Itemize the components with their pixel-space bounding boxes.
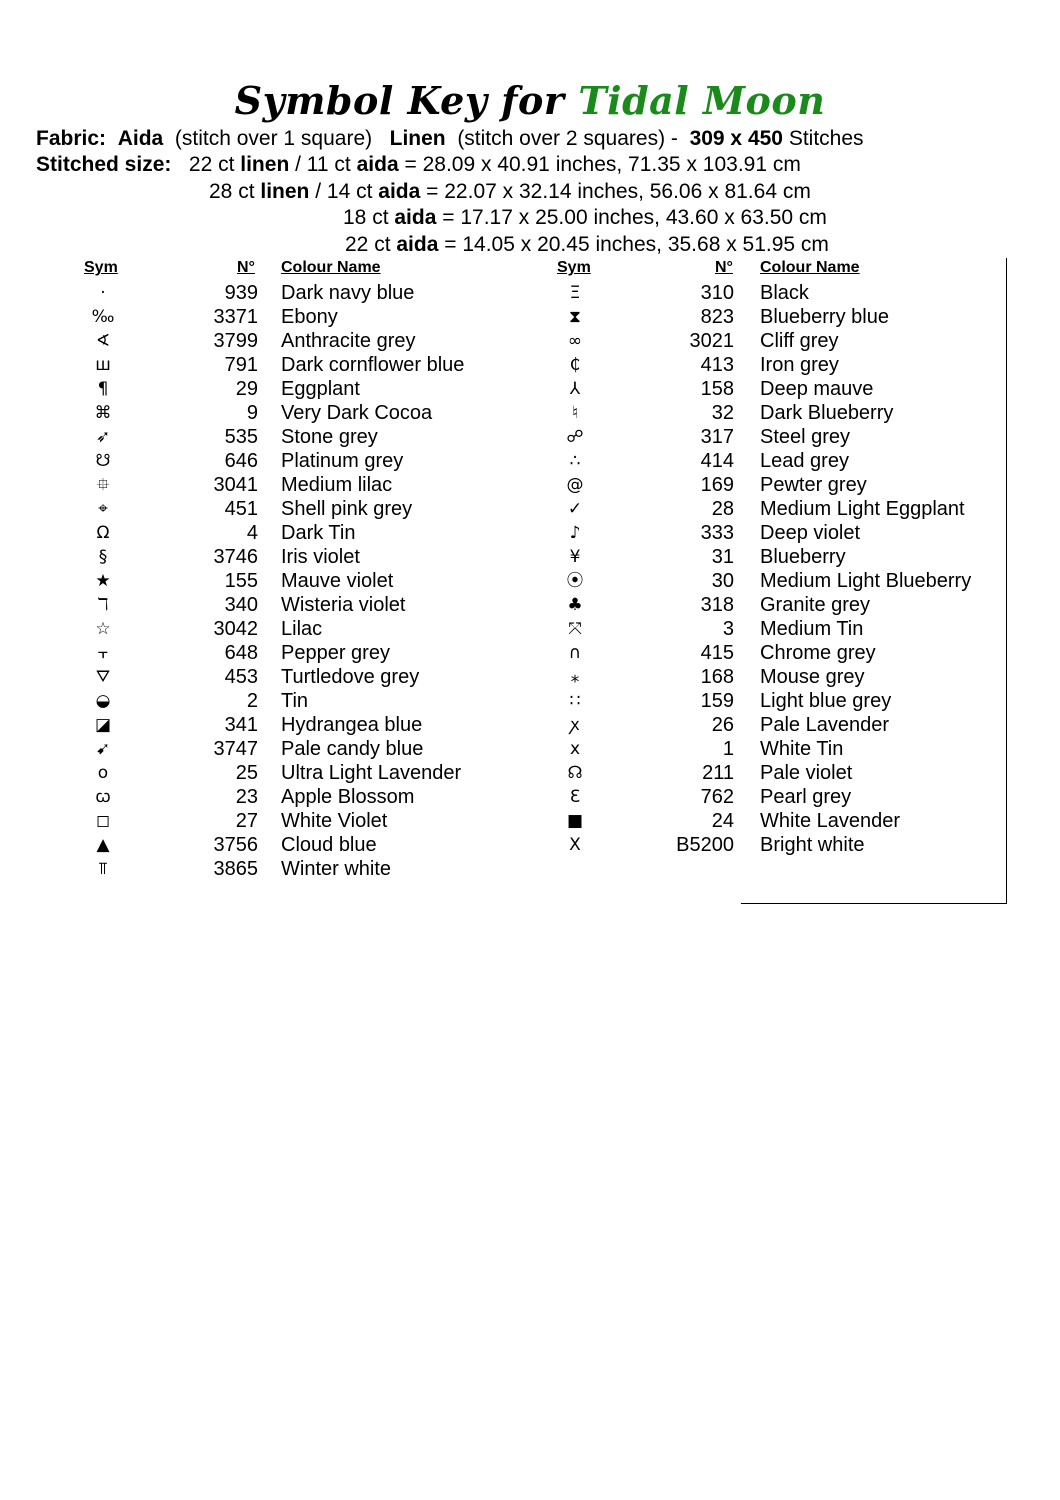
colour-name: Chrome grey [760, 642, 876, 664]
colour-name: Stone grey [281, 426, 378, 448]
floss-number: 25 [235, 762, 258, 784]
symbol-icon: ⅄ [569, 379, 581, 399]
size-count: 18 ct [343, 206, 389, 229]
colour-name: Wisteria violet [281, 594, 406, 616]
fabric-aida-note: (stitch over 1 square) [174, 127, 373, 150]
floss-number: 317 [700, 426, 734, 448]
table-row [0, 329, 1060, 353]
colour-name: Pepper grey [281, 642, 390, 664]
symbol-icon: ш [95, 355, 111, 375]
symbol-icon: · [100, 283, 106, 303]
colour-name: Medium Light Eggplant [760, 498, 965, 520]
colour-name: Deep mauve [760, 378, 874, 400]
table-row [0, 737, 1060, 761]
colour-name: Granite grey [760, 594, 871, 616]
colour-name: Dark cornflower blue [281, 354, 465, 376]
symbol-icon: ♣ [567, 595, 583, 615]
stitched-size-label: Stitched size: [36, 153, 172, 176]
table-row [0, 425, 1060, 449]
symbol-icon: ⤧ [568, 619, 582, 639]
symbol-icon: ➹ [95, 739, 111, 759]
floss-number: 9 [246, 402, 258, 424]
floss-number: 340 [224, 594, 258, 616]
symbol-icon: ⫟ [97, 643, 109, 663]
symbol-icon: ⯐ [96, 475, 110, 495]
colour-name: Anthracite grey [281, 330, 416, 352]
floss-number: 30 [711, 570, 734, 592]
colour-name: Steel grey [760, 426, 851, 448]
fabric-aida: Aida [117, 127, 164, 150]
colour-name: Mouse grey [760, 666, 865, 688]
symbol-icon: ∷ [569, 691, 581, 711]
floss-number: 211 [702, 762, 734, 784]
floss-number: 310 [700, 282, 734, 304]
size-dimensions: = 22.07 x 32.14 inches, 56.06 x 81.64 cm [426, 180, 811, 203]
symbol-icon: ₵ [569, 355, 581, 375]
table-row [0, 521, 1060, 545]
symbol-icon: ⁎ [570, 667, 580, 687]
floss-number: 3041 [213, 474, 258, 496]
colour-name: Medium lilac [281, 474, 393, 496]
colour-name: Hydrangea blue [281, 714, 423, 736]
symbol-icon: @ [566, 475, 584, 495]
floss-number: 791 [224, 354, 258, 376]
floss-number: 648 [224, 642, 258, 664]
header-num-right: N° [715, 259, 733, 276]
colour-name: Medium Tin [760, 618, 864, 640]
floss-number: 3746 [213, 546, 258, 568]
floss-number: 451 [224, 498, 258, 520]
floss-number: 28 [711, 498, 734, 520]
colour-name: Dark navy blue [281, 282, 415, 304]
size-fabric: aida [396, 233, 439, 256]
symbol-icon: ■ [566, 811, 584, 831]
colour-name: Blueberry blue [760, 306, 889, 328]
stitch-count: 309 x 450 [689, 127, 783, 150]
floss-number: 3747 [213, 738, 258, 760]
floss-number: 939 [224, 282, 258, 304]
stitches-word: Stitches [788, 127, 864, 150]
floss-number: 169 [700, 474, 734, 496]
pattern-name: Tidal Moon [578, 78, 826, 123]
size-count: / 14 ct [315, 180, 373, 203]
floss-number: 3042 [213, 618, 258, 640]
floss-number: 3 [722, 618, 734, 640]
size-fabric: linen [260, 180, 310, 203]
symbol-icon: ‰ [91, 307, 115, 327]
fabric-linen-note: (stitch over 2 squares) - [457, 127, 678, 150]
table-row [0, 665, 1060, 689]
symbol-icon: ★ [95, 571, 111, 591]
colour-name: Tin [281, 690, 309, 712]
size-count: 28 ct [209, 180, 255, 203]
colour-name: Shell pink grey [281, 498, 413, 520]
symbol-icon: ◻ [95, 811, 111, 831]
colour-name: Iron grey [760, 354, 839, 376]
floss-number: 3865 [213, 858, 258, 880]
header-sym-left: Sym [84, 259, 118, 276]
table-row [0, 809, 1060, 833]
colour-name: Medium Light Blueberry [760, 570, 972, 592]
size-fabric: linen [240, 153, 290, 176]
symbol-icon: ꭗ [570, 715, 580, 735]
symbol-icon: ◪ [94, 715, 112, 735]
table-row [0, 641, 1060, 665]
floss-number: 414 [700, 450, 734, 472]
colour-name: Pewter grey [760, 474, 867, 496]
colour-name: Pearl grey [760, 786, 852, 808]
table-row [0, 761, 1060, 785]
size-fabric: aida [356, 153, 399, 176]
floss-number: 453 [224, 666, 258, 688]
table-row [0, 281, 1060, 305]
symbol-icon: ⌖ [98, 499, 108, 519]
floss-number: 2 [246, 690, 258, 712]
floss-number: 341 [224, 714, 258, 736]
floss-number: 413 [700, 354, 734, 376]
symbol-icon: ∴ [569, 451, 581, 471]
floss-number: B5200 [676, 834, 734, 856]
table-row [0, 593, 1060, 617]
colour-name: Dark Blueberry [760, 402, 894, 424]
symbol-icon: ➶ [95, 427, 111, 447]
floss-number: 333 [700, 522, 734, 544]
colour-name: Lilac [281, 618, 323, 640]
colour-name: Apple Blossom [281, 786, 415, 808]
table-row [0, 569, 1060, 593]
fabric-label: Fabric: [36, 127, 107, 150]
size-dimensions: = 14.05 x 20.45 inches, 35.68 x 51.95 cm [444, 233, 829, 256]
colour-name: Winter white [281, 858, 392, 880]
symbol-icon: ¶ [97, 379, 109, 399]
title-prefix: Symbol Key for [234, 78, 565, 123]
symbol-icon: o [97, 763, 109, 783]
floss-number: 1 [722, 738, 734, 760]
header-sym-right: Sym [557, 259, 591, 276]
table-row [0, 497, 1060, 521]
size-fabric: aida [394, 206, 437, 229]
floss-number: 159 [700, 690, 734, 712]
table-row [0, 353, 1060, 377]
colour-name: Pale candy blue [281, 738, 424, 760]
floss-number: 32 [711, 402, 734, 424]
symbol-icon: x [569, 739, 581, 759]
symbol-icon: ☋ [95, 451, 111, 471]
colour-name: Turtledove grey [281, 666, 420, 688]
colour-name: Pale Lavender [760, 714, 889, 736]
symbol-icon: ∢ [95, 331, 111, 351]
symbol-icon: ∞ [567, 331, 583, 351]
colour-name: Eggplant [281, 378, 360, 400]
floss-number: 535 [224, 426, 258, 448]
floss-number: 762 [700, 786, 734, 808]
size-dimensions: = 17.17 x 25.00 inches, 43.60 x 63.50 cm [442, 206, 827, 229]
colour-name: Deep violet [760, 522, 861, 544]
table-row [0, 857, 1060, 881]
size-fabric: aida [378, 180, 421, 203]
stitched-size-line-2 [209, 180, 811, 204]
symbol-icon: ✓ [567, 499, 583, 519]
symbol-icon: Ω [96, 523, 110, 543]
colour-name: White Lavender [760, 810, 901, 832]
symbol-icon: ☊ [567, 763, 583, 783]
symbol-icon: ∩ [568, 643, 582, 663]
size-count: 22 ct [188, 153, 235, 176]
table-row [0, 785, 1060, 809]
symbol-icon: ☆ [95, 619, 111, 639]
symbol-icon: ⌘ [94, 403, 112, 423]
table-row [0, 617, 1060, 641]
symbol-icon: ♪ [569, 523, 581, 543]
symbol-icon: Ξ [569, 283, 581, 303]
floss-number: 31 [711, 546, 734, 568]
symbol-icon: ▲ [96, 835, 110, 855]
floss-number: 415 [700, 642, 734, 664]
table-row [0, 401, 1060, 425]
floss-number: 155 [224, 570, 258, 592]
symbol-icon: ¥ [569, 547, 581, 567]
stitched-size-line-3 [343, 206, 827, 230]
colour-name: Ebony [281, 306, 338, 328]
colour-name: White Violet [281, 810, 388, 832]
colour-name: Blueberry [760, 546, 846, 568]
colour-name: Lead grey [760, 450, 849, 472]
symbol-icon: ♮ [571, 403, 579, 423]
table-row [0, 473, 1060, 497]
floss-number: 158 [700, 378, 734, 400]
symbol-icon: ⫪ [98, 859, 108, 879]
colour-name: Mauve violet [281, 570, 394, 592]
fabric-line [36, 127, 864, 151]
colour-name: White Tin [760, 738, 844, 760]
header-num-left: N° [237, 259, 255, 276]
floss-number: 3756 [213, 834, 258, 856]
symbol-icon: ⛛ [95, 667, 111, 687]
table-row [0, 833, 1060, 857]
floss-number: 823 [700, 306, 734, 328]
colour-name: Bright white [760, 834, 865, 856]
symbol-icon: ⧗ [569, 307, 581, 327]
floss-number: 318 [700, 594, 734, 616]
colour-name: Platinum grey [281, 450, 404, 472]
floss-number: 3799 [213, 330, 258, 352]
size-count: / 11 ct [295, 153, 351, 176]
floss-number: 3371 [213, 306, 258, 328]
floss-number: 26 [711, 714, 734, 736]
floss-number: 23 [235, 786, 258, 808]
stitched-size-line-4 [345, 233, 829, 257]
table-row [0, 377, 1060, 401]
table-row [0, 305, 1060, 329]
floss-number: 646 [224, 450, 258, 472]
floss-number: 29 [235, 378, 258, 400]
size-dimensions: = 28.09 x 40.91 inches, 71.35 x 103.91 cm [404, 153, 801, 176]
symbol-icon: ◒ [95, 691, 111, 711]
colour-name: Cliff grey [760, 330, 839, 352]
symbol-icon: ꞷ [95, 787, 111, 807]
page-title [0, 78, 1060, 123]
table-row [0, 713, 1060, 737]
colour-name: Black [760, 282, 809, 304]
floss-number: 168 [700, 666, 734, 688]
colour-name: Pale violet [760, 762, 853, 784]
symbol-icon: ℸ [97, 595, 109, 615]
stitched-size-line-1 [36, 153, 801, 177]
table-row [0, 545, 1060, 569]
table-row [0, 449, 1060, 473]
colour-name: Ultra Light Lavender [281, 762, 462, 784]
right-border-line [1006, 258, 1007, 904]
floss-number: 24 [711, 810, 734, 832]
colour-name: Cloud blue [281, 834, 377, 856]
symbol-icon: ⦿ [566, 571, 584, 591]
floss-number: 4 [246, 522, 258, 544]
colour-name: Iris violet [281, 546, 360, 568]
symbol-icon: Ɛ [569, 787, 581, 807]
colour-name: Dark Tin [281, 522, 356, 544]
header-name-left: Colour Name [281, 259, 381, 276]
fabric-linen: Linen [389, 127, 446, 150]
floss-number: 3021 [689, 330, 734, 352]
table-row [0, 689, 1060, 713]
colour-name: Light blue grey [760, 690, 892, 712]
size-count: 22 ct [345, 233, 391, 256]
header-name-right: Colour Name [760, 259, 860, 276]
bottom-border-line [741, 903, 1007, 904]
symbol-icon: X [569, 835, 581, 855]
floss-number: 27 [235, 810, 258, 832]
symbol-icon: § [98, 547, 108, 567]
symbol-icon: ☍ [566, 427, 584, 447]
colour-name: Very Dark Cocoa [281, 402, 433, 424]
